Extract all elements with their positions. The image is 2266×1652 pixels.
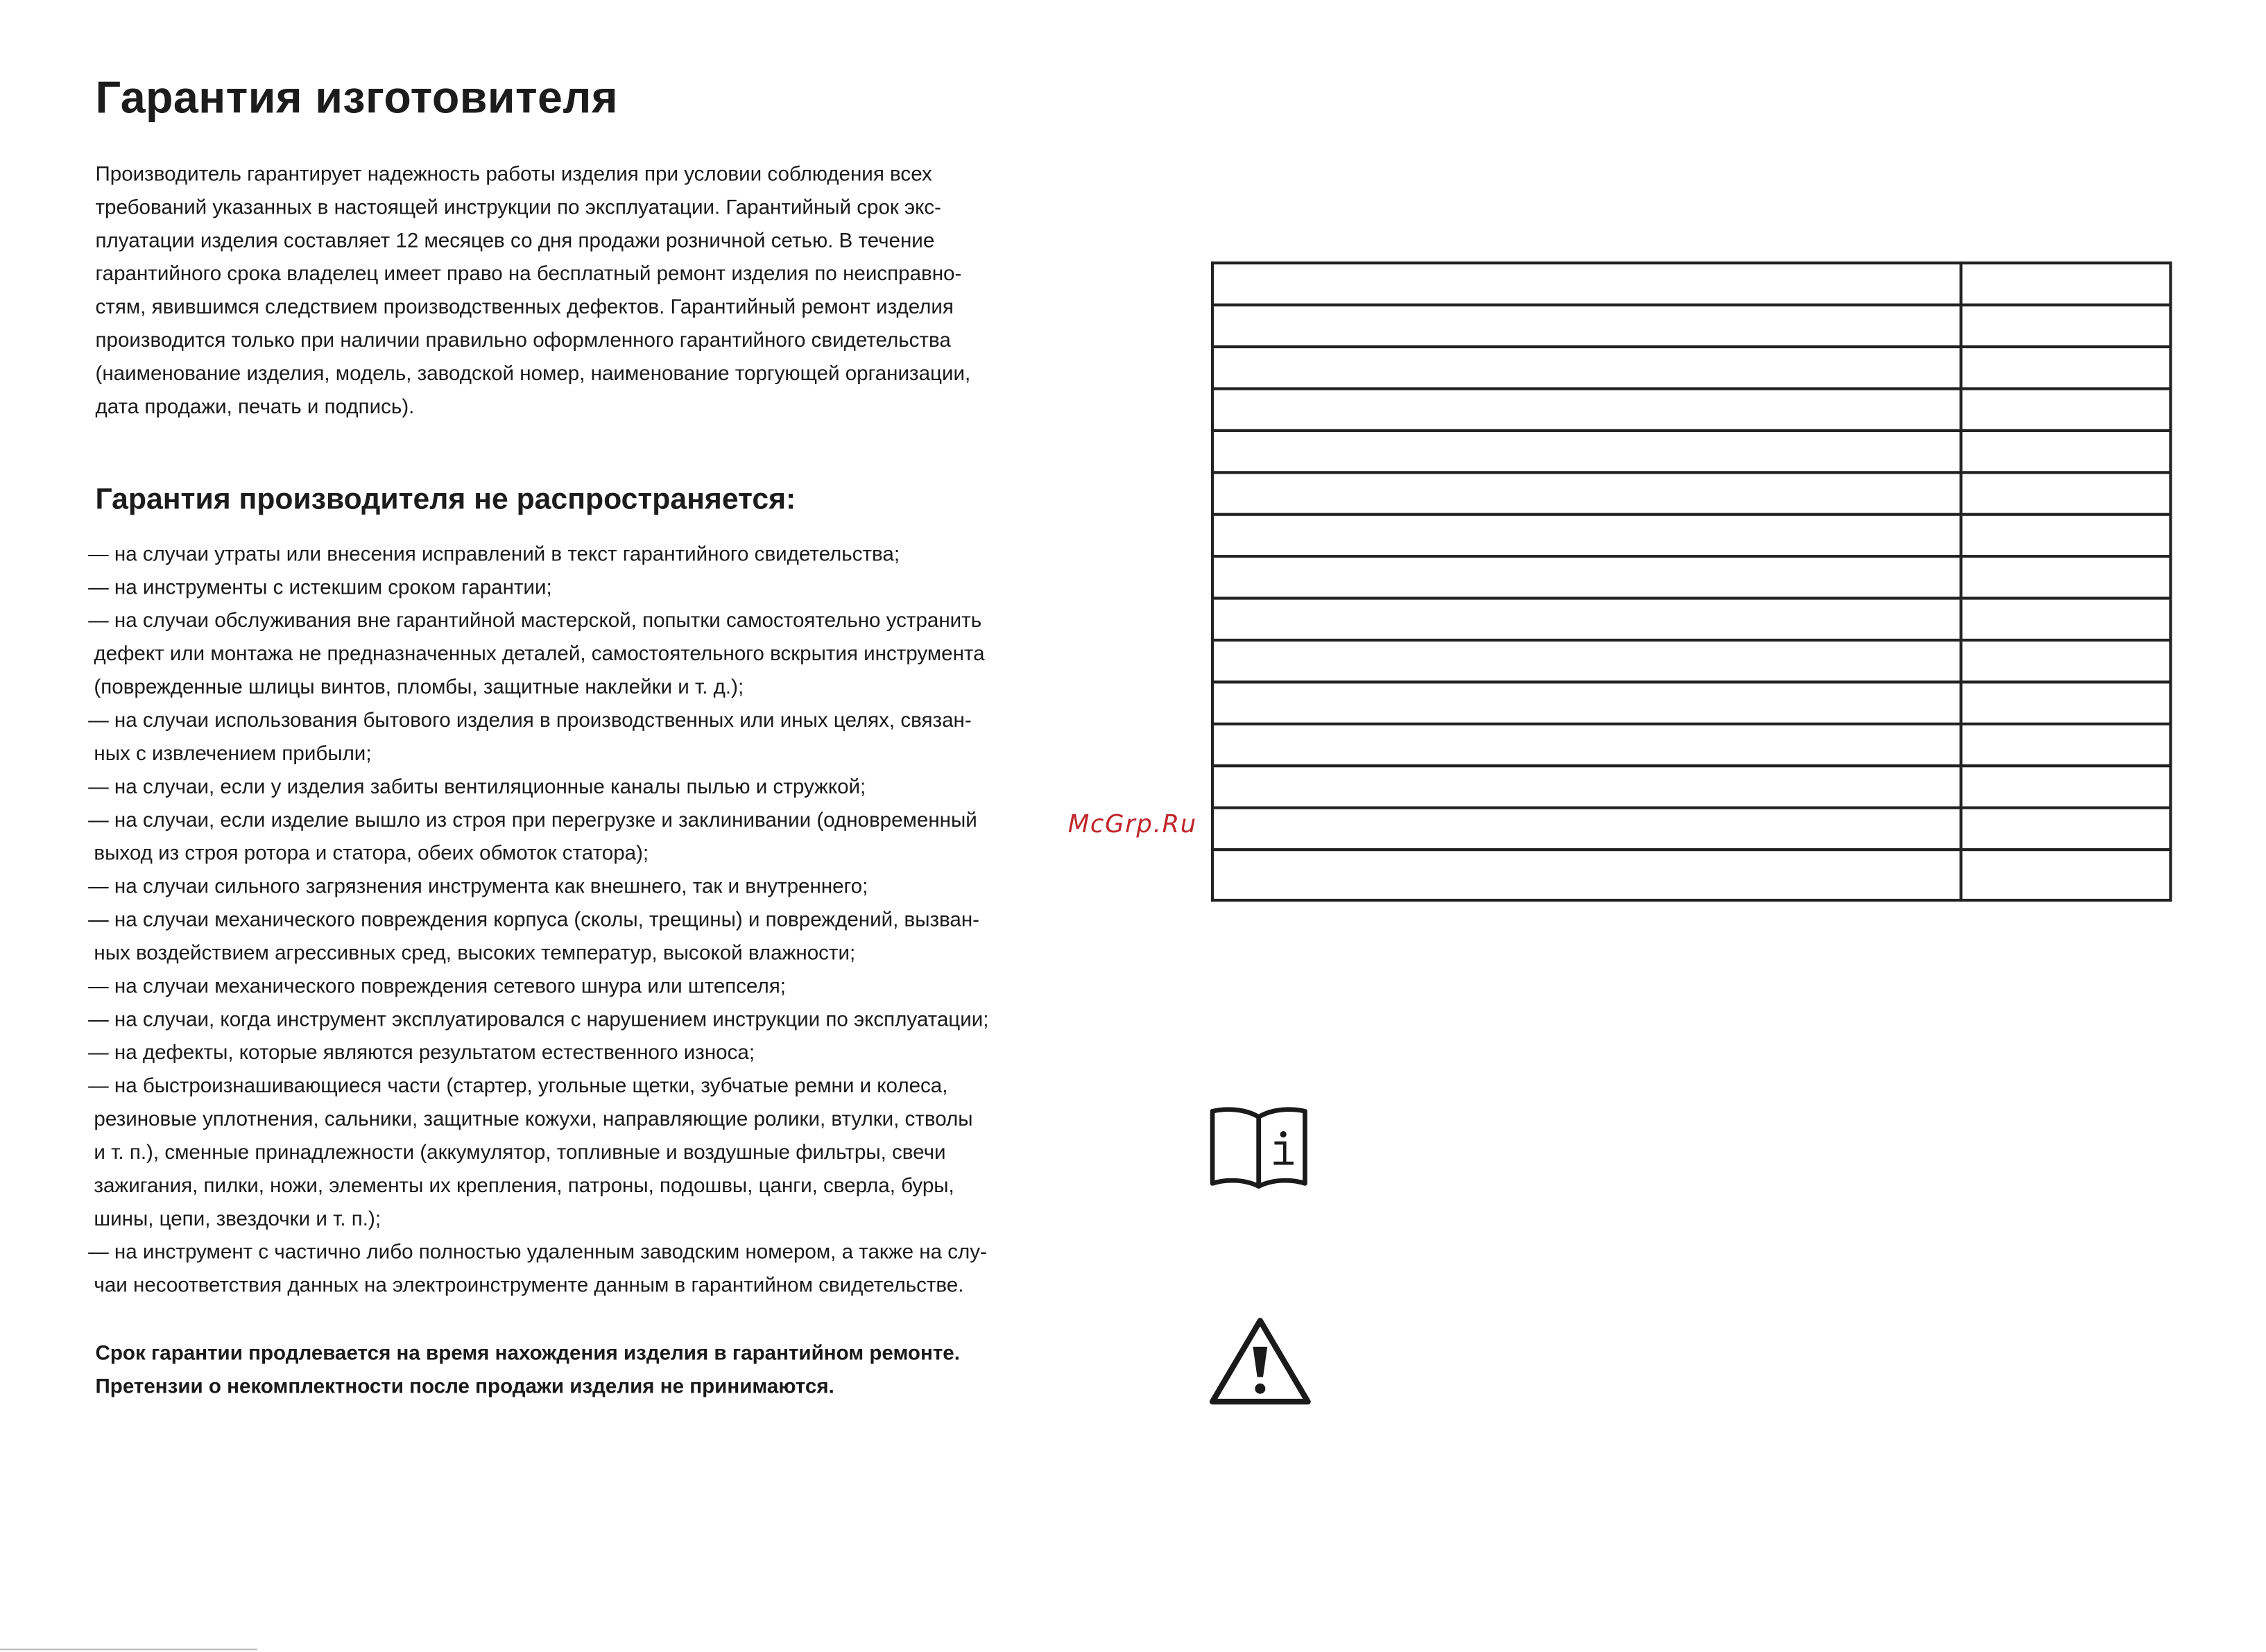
table-row <box>1212 347 2170 388</box>
table-cell <box>1961 431 2170 472</box>
list-item-line: дефект или монтажа не предназначенных деталей, самостоятельного вскрытия инструмента <box>94 643 985 666</box>
list-item-line: — на случаи механического повреждения корпуса (сколы, трещины) и повреждений, вызван- <box>88 909 980 932</box>
table-cell <box>1961 388 2170 430</box>
exclusions-list <box>88 539 1085 1303</box>
list-item-line: — на случаи использования бытового изделия в производственных или иных целях, связан- <box>88 709 972 733</box>
list-item-line: ных с извлечением прибыли; <box>94 742 372 766</box>
table-row <box>1212 515 2170 556</box>
watermark: McGrp.Ru <box>1067 810 1197 840</box>
intro-line: стям, явившимся следствием производственных дефектов. Гарантийный ремонт изделия <box>95 296 954 320</box>
table-cell <box>1212 472 1961 514</box>
intro-paragraph <box>96 159 1067 424</box>
table-cell <box>1961 808 2170 850</box>
note-line: Претензии о некомплектности после продажи изделия не принимаются. <box>95 1375 834 1399</box>
page-title: Гарантия изготовителя <box>95 72 618 123</box>
table-cell <box>1961 472 2170 514</box>
intro-line: плуатации изделия составляет 12 месяцев со дня продажи розничной сетью. В течение <box>95 230 935 253</box>
table-row <box>1212 388 2170 430</box>
list-item <box>88 705 1085 772</box>
warning-triangle-icon <box>1208 1315 1312 1407</box>
table-cell <box>1961 599 2170 640</box>
list-item-line: — на случаи, если изделие вышло из строя при перегрузке и заклинивании (одновременный <box>88 809 977 833</box>
list-item <box>88 1004 1085 1038</box>
exclusions-title: Гарантия производителя не распространяется: <box>95 482 796 516</box>
table-cell <box>1212 766 1961 807</box>
warranty-notes <box>96 1338 960 1404</box>
table-cell <box>1961 640 2170 682</box>
list-item-line: ных воздействием агрессивных сред, высоких температур, высокой влажности; <box>94 942 856 965</box>
list-item-line: и т. п.), сменные принадлежности (аккумулятор, топливные и воздушные фильтры, свечи <box>94 1141 946 1165</box>
footer-divider <box>0 1649 257 1650</box>
list-item-line: — на быстроизнашивающиеся части (стартер, угольные щетки, зубчатые ремни и колеса, <box>88 1075 948 1099</box>
list-item <box>88 605 1085 705</box>
table-cell <box>1212 682 1961 723</box>
table-cell <box>1961 305 2170 347</box>
table-row <box>1212 556 2170 598</box>
list-item <box>88 1237 1085 1303</box>
table-row <box>1212 263 2170 304</box>
open-book-info-icon <box>1208 1103 1310 1189</box>
note-line: Срок гарантии продлевается на время нахождения изделия в гарантийном ремонте. <box>95 1342 960 1366</box>
table-row <box>1212 305 2170 347</box>
intro-line: Производитель гарантирует надежность работы изделия при условии соблюдения всех <box>95 163 932 187</box>
table-cell <box>1212 305 1961 347</box>
list-item <box>88 971 1085 1004</box>
table-cell <box>1961 766 2170 807</box>
list-item <box>88 1038 1085 1071</box>
list-item-line: — на случаи механического повреждения сетевого шнура или штепселя; <box>88 975 787 999</box>
list-item-line: — на инструменты с истекшим сроком гарантии; <box>88 576 552 600</box>
intro-line: (наименование изделия, модель, заводской номер, наименование торгующей организации, <box>95 362 971 386</box>
table-cell <box>1212 808 1961 850</box>
table-cell <box>1212 431 1961 472</box>
list-item <box>88 572 1085 605</box>
list-item-line: — на случаи утраты или внесения исправлений в текст гарантийного свидетельства; <box>88 543 900 567</box>
list-item <box>88 539 1085 572</box>
table-cell <box>1961 556 2170 598</box>
list-item-line: зажигания, пилки, ножи, элементы их крепления, патроны, подошвы, цанги, сверла, буры, <box>94 1174 954 1198</box>
table-cell <box>1212 347 1961 388</box>
intro-line: дата продажи, печать и подпись). <box>95 395 415 420</box>
list-item-line: резиновые уплотнения, сальники, защитные кожухи, направляющие ролики, втулки, стволы <box>94 1108 973 1132</box>
list-item-line: (поврежденные шлицы винтов, пломбы, защитные наклейки и т. д.); <box>94 676 744 700</box>
table-cell <box>1212 263 1961 304</box>
list-item-line: — на случаи обслуживания вне гарантийной мастерской, попытки самостоятельно устранить <box>88 610 982 633</box>
table-row <box>1212 640 2170 682</box>
list-item-line: — на случаи, если у изделия забиты вентиляционные каналы пылью и стружкой; <box>88 775 866 800</box>
table-row <box>1212 431 2170 472</box>
table-cell <box>1212 515 1961 556</box>
list-item <box>88 871 1085 904</box>
list-item-line: выход из строя ротора и статора, обеих обмоток статора); <box>94 842 649 866</box>
table-cell <box>1212 556 1961 598</box>
list-item-line: — на дефекты, которые являются результатом естественного износа; <box>88 1042 755 1065</box>
table-cell <box>1961 263 2170 304</box>
table-cell <box>1961 515 2170 556</box>
table-cell <box>1961 724 2170 766</box>
table-cell <box>1212 724 1961 766</box>
list-item-line: чаи несоответствия данных на электроинструменте данным в гарантийном свидетельстве. <box>94 1274 964 1298</box>
list-item <box>88 805 1085 872</box>
table-row <box>1212 808 2170 850</box>
warranty-form-table <box>1211 261 2172 902</box>
table-row <box>1212 724 2170 766</box>
list-item-line: — на случаи сильного загрязнения инструмента как внешнего, так и внутреннего; <box>88 875 868 899</box>
table-row <box>1212 472 2170 514</box>
intro-line: требований указанных в настоящей инструкции по эксплуатации. Гарантийный срок экс- <box>95 196 942 220</box>
table-row <box>1212 599 2170 640</box>
intro-line: гарантийного срока владелец имеет право на бесплатный ремонт изделия по неисправно- <box>95 263 962 286</box>
table-cell <box>1961 682 2170 723</box>
table-cell <box>1212 640 1961 682</box>
table-row <box>1212 766 2170 807</box>
intro-line: производится только при наличии правильно оформленного гарантийного свидетельства <box>95 329 951 353</box>
list-item <box>88 772 1085 805</box>
list-item-line: — на случаи, когда инструмент эксплуатировался с нарушением инструкции по эксплуатации; <box>88 1008 989 1032</box>
table-cell <box>1212 388 1961 430</box>
table-cell <box>1212 599 1961 640</box>
table-cell <box>1961 347 2170 388</box>
list-item <box>88 1071 1085 1237</box>
list-item <box>88 904 1085 971</box>
list-item-line: шины, цепи, звездочки и т. п.); <box>94 1207 381 1232</box>
table-row <box>1212 850 2170 900</box>
table-row <box>1212 682 2170 723</box>
list-item-line: — на инструмент с частично либо полностью удаленным заводским номером, а также на слу- <box>88 1241 987 1265</box>
table-cell <box>1212 850 1961 900</box>
table-cell <box>1961 850 2170 900</box>
